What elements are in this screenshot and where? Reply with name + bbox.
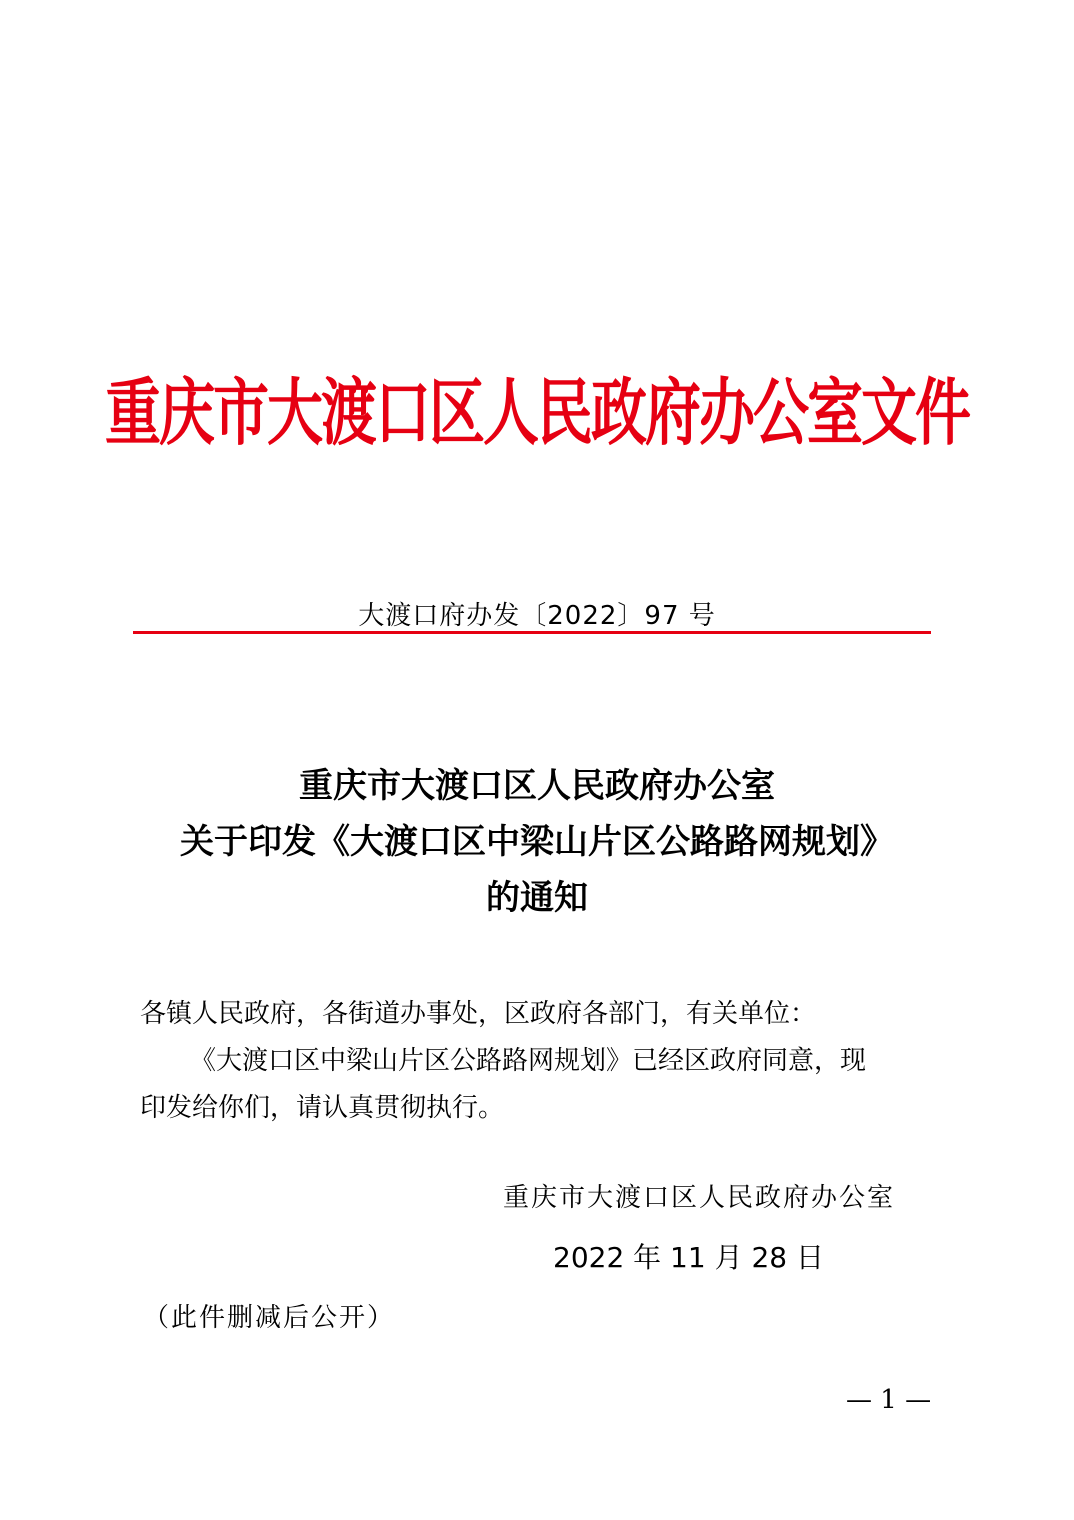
issue-date: 2022 年 11 月 28 日: [553, 1241, 825, 1274]
body-paragraph-line-2: 印发给你们，请认真贯彻执行。: [140, 1093, 505, 1123]
header-divider-line: [133, 631, 931, 634]
salutation: 各镇人民政府，各街道办事处，区政府各部门，有关单位：: [140, 999, 817, 1029]
issuer-signature: 重庆市大渡口区人民政府办公室: [503, 1183, 896, 1213]
body-paragraph-line-1: 《大渡口区中梁山片区公路路网规划》已经区政府同意，现: [190, 1046, 867, 1076]
notice-title-line-1: 重庆市大渡口区人民政府办公室: [299, 766, 775, 806]
notice-title: [0, 758, 1074, 926]
publication-note: （此件删减后公开）: [143, 1303, 396, 1333]
notice-title-line-2: 关于印发《大渡口区中梁山片区公路路网规划》: [180, 822, 894, 862]
document-number: 大渡口府办发〔2022〕97 号: [358, 601, 716, 631]
document-header-title: 重庆市大渡口区人民政府办公室文件: [105, 370, 969, 457]
page-number: — 1 —: [846, 1385, 932, 1415]
notice-title-line-3: 的通知: [486, 878, 588, 918]
